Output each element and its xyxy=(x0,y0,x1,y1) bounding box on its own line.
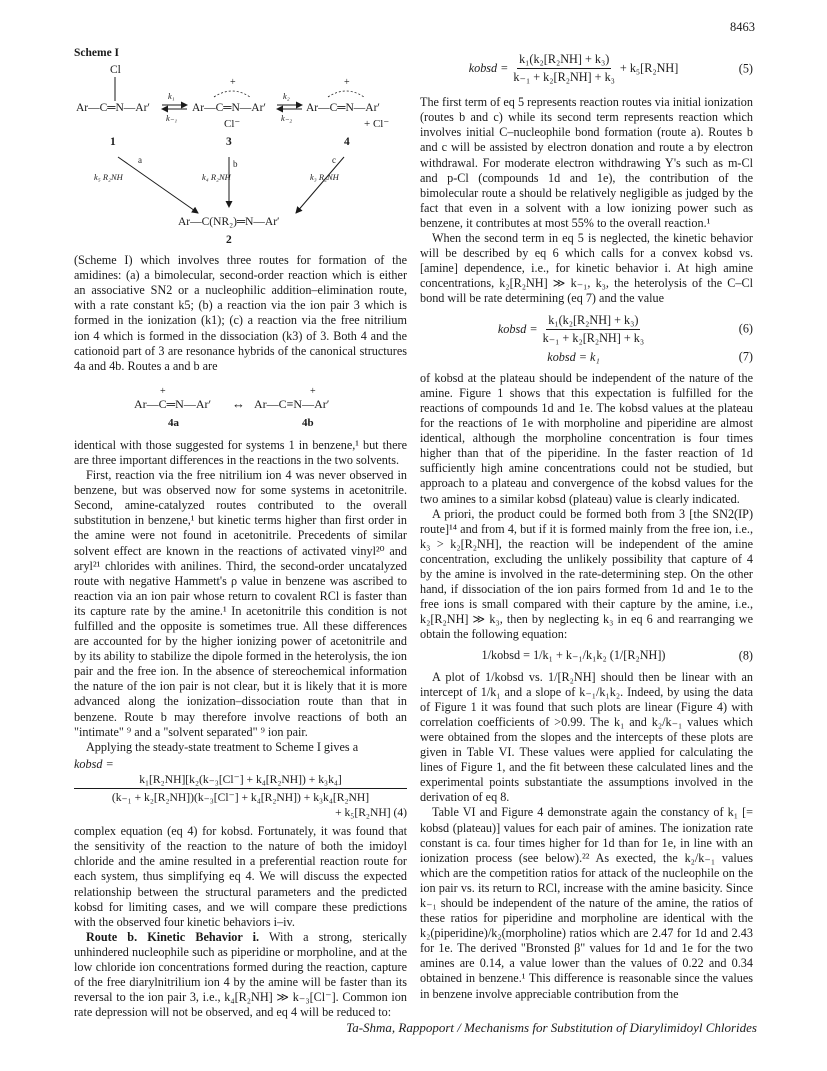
right-paragraph-6: Table VI and Figure 4 demonstrate again the constancy of k₁ [= kobsd (plateau)] values for each pair of amines. The ionization rate constant is ca. four times higher for 1d than for 1e, in line with an ionization process (see below).²² As exected, the k₂/k₋₁ values which are the competition ratios for attack of the nucleophile on the ion pair vs. its return to RCl, increase with the amine basicity. Since k₋₁ should be independent of the nature of the amine, the ratios of these ratios for piperidine and morpholine are identical with the k₂(piperidine)/k₂(morpholine) ratios which are 2.47 for 1d and 2.43 for 1e. The derived "Bronsted β" values for 1d and 1e for the two amines are 0.14, a value lower than the values of 0.22 and 0.34 obtained in benzene.¹ This difference is reasonable since the values in benzene involve appreciable contribution from the xyxy=(420,805,753,1001)
equation-4 xyxy=(74,757,407,820)
left-column xyxy=(74,46,407,1020)
k-minus2-label: k₋₂ xyxy=(281,113,293,124)
eq5-tail: + k₅[R₂NH] xyxy=(619,61,679,76)
eq7-number: (7) xyxy=(738,349,753,364)
k2-scheme-label: k₂ xyxy=(283,91,290,102)
delocal-arc-3 xyxy=(214,91,250,97)
structure-1: Ar—C═N—Ar′ xyxy=(76,102,150,115)
right-paragraph-1: The first term of eq 5 represents reaction routes via initial ionization (routes b and c) while its second term represents reaction which involves initial C–nucleophile bond formation (route a). Routes b and c will be assisted by electron donation and route a by electron withdrawal. For moderate electron withdrawing Y's such as m-Cl and p-Cl (compounds 1d and 1e), the contribution of the bimolecular route a should be relatively negligible as judged by the fact that even in a solvent with a low ionizing power such as benzene, it contributes at most 55% to the overall reaction.¹ xyxy=(420,95,753,230)
label-1: 1 xyxy=(110,136,116,149)
eq8-number: (8) xyxy=(738,648,753,663)
running-footer: Ta-Shma, Rappoport / Mechanisms for Substitution of Diarylimidoyl Chlorides xyxy=(346,1020,757,1035)
right-column xyxy=(420,46,753,1002)
scheme-title: Scheme I xyxy=(74,47,120,59)
resonance-plus-a: + xyxy=(160,385,166,397)
eq4-denominator: (k₋₁ + k₂[R₂NH])(k₋₃[Cl⁻] + k₄[R₂NH]) + k₃k₄[R₂NH] xyxy=(111,791,370,804)
eq5-number: (5) xyxy=(738,61,753,76)
resonance-plus-b: + xyxy=(310,385,316,397)
equation-7 xyxy=(420,350,753,365)
equation-5 xyxy=(420,52,753,85)
right-paragraph-5: A plot of 1/kobsd vs. 1/[R₂NH] should then be linear with an intercept of 1/k₁ and a slope of k₋₁/k₁k₂. Indeed, by using the data of Figure 1 it was found that such plots are linear (Figure 4) with correlation coefficients of >0.99. The k₁ and k₂/k₋₁ values which were obtained from the slopes and the intercepts of these plots are given in Table VI. These values were applied for calculating the lines of Figure 1, and the fit between these calculated lines and the experimental points substantiate the assumptions involved in the derivation of eq 8. xyxy=(420,669,753,805)
route-b-label: b xyxy=(233,159,238,170)
label-4b: 4b xyxy=(302,416,314,429)
equation-8 xyxy=(420,648,753,663)
resonance-4b: Ar—C≡N—Ar′ xyxy=(254,396,330,411)
label-4a: 4a xyxy=(168,416,179,429)
eq4-tail: + k₅[R₂NH] (4) xyxy=(335,806,407,820)
eq6-fraction xyxy=(541,313,647,346)
k-minus1-label: k₋₁ xyxy=(166,113,178,124)
resonance-structures xyxy=(74,382,407,430)
route-b-heading: Route b. Kinetic Behavior i. xyxy=(86,929,260,944)
route-b-text: With a strong, sterically unhindered nucleophile such as piperidine or morpholine, and at the low chloride ion concentrations formed during the reaction, capture of the free diarylnitrilium ion 4 by the amine will be faster than its reversal to the ion pair 3, i.e., k₄[R₂NH] ≫ k₋₃[Cl⁻]. Common ion rate depression will not be observed, and eq 4 will be reduced to: xyxy=(74,929,407,1020)
resonance-4a: Ar—C═N—Ar′ xyxy=(134,396,212,411)
resonance-arrow: ↔ xyxy=(232,395,245,411)
eq6-lhs: kobsd = xyxy=(497,321,538,336)
label-4: 4 xyxy=(344,136,350,149)
right-paragraph-3: of kobsd at the plateau should be independent of the nature of the amine. Figure 1 shows that this expectation is fulfilled for the reactions of compounds 1d and 1e. The kobsd values at the plateau for the reactions of 1e with morpholine and piperidine are almost identical, although the morpholine concentration is four times higher than that of the piperidine. In the faster reaction of 1d sufficiently high amine concentrations could not be studied, but approach to a plateau and convergence of the kobsd values for the two amines to a similar kobsd (plateau) value is clearly indicated. xyxy=(420,370,753,506)
structure-3-anion: Cl⁻ xyxy=(224,118,241,131)
eq6-denominator: k₋₁ + k₂[R₂NH] + k₃ xyxy=(542,330,645,345)
route-a-label: a xyxy=(138,155,142,166)
plus-4: + xyxy=(344,77,350,89)
scheme-cl-top: Cl xyxy=(110,64,121,77)
plus-3: + xyxy=(230,77,236,89)
route-c-reagent: k₃ R₂NH xyxy=(310,172,339,183)
route-a-reagent: k₅ R₂NH xyxy=(94,172,123,183)
scheme-diagram xyxy=(74,63,407,253)
structure-4: Ar—C═N—Ar′ xyxy=(306,102,380,115)
eq6-numerator: k₁(k₂[R₂NH] + k₃) xyxy=(546,313,640,330)
left-paragraph-1: (Scheme I) which involves three routes for formation of the amidines: (a) a bimolecular, second-order reaction which is either an associative SN2 or a nucleophilic addition–elimination route, with a rate constant k5; (b) a reaction via the ion pair 3 which is formed in the ionization (k1); (c) a reaction via the free nitrilium ion 4 which is formed in the dissociation (k3) of 3. Both 4 and the cationoid part of 3 are resonance hybrids of the canonical structures 4a and 4b. Routes a and b are xyxy=(74,253,407,373)
eq8-body: 1/kobsd = 1/k₁ + k₋₁/k₁k₂ (1/[R₂NH]) xyxy=(481,648,666,663)
product-2: Ar—C(NR₂)═N—Ar′ xyxy=(178,216,280,229)
eq4-lhs: kobsd = xyxy=(74,756,114,771)
left-paragraph-2: identical with those suggested for systems 1 in benzene,¹ but there are three important differences in the reactions in the two solvents. xyxy=(74,437,407,467)
structure-3: Ar—C═N—Ar′ xyxy=(192,102,266,115)
right-paragraph-4: A priori, the product could be formed both from 3 [the SN2(IP) route]¹⁴ and from 4, but if it is formed mainly from the free ion, i.e., k₃ > k₂[R₂NH], the reaction will be independent of the amine concentration, excluding the unlikely possibility that capture of 4 by the amine is involved in the rate-determining step. On the other hand, if dissociation of the ion pairs formed from 1d and 1e to the free ions is small compared with their capture by the amine, i.e., k₂[R₂NH] ≫ k₃, then by neglecting k₃ in eq 6 and rearranging we obtain the following equation: xyxy=(420,506,753,642)
eq4-numerator: k₁[R₂NH][k₂(k₋₃[Cl⁻] + k₄[R₂NH]) + k₃k₄] xyxy=(74,772,407,789)
label-3: 3 xyxy=(226,136,232,149)
left-paragraph-5: complex equation (eq 4) for kobsd. Fortunately, it was found that the sensitivity of the reaction to the nature of both the imidoyl chloride and the amine resulted in a preferential reaction route for each system, thus simplifying eq 4. We will discuss the expected relationship between the structural parameters and the predicted kobsd for limiting cases, and we will compare these predictions with the observed four kinetic behaviors i–iv. xyxy=(74,824,407,929)
eq5-lhs: kobsd = xyxy=(468,61,509,76)
delocal-arc-4 xyxy=(328,91,364,97)
eq5-denominator: k₋₁ + k₂[R₂NH] + k₃ xyxy=(513,70,615,85)
route-c-arrow xyxy=(296,157,344,213)
left-paragraph-4: Applying the steady-state treatment to Scheme I gives a xyxy=(86,739,359,754)
left-paragraph-3: First, reaction via the free nitrilium ion 4 was never observed in benzene, but was observed now for some systems in acetonitrile. Second, amine-catalyzed routes contributed to the overall substitution in benzene,¹ but kinetic terms higher than first order in the amine were not found in acetonitrile. Precedents of similar solvent effect are known in the reactions of activated vinyl²⁰ and aryl²¹ chlorides with anilines. Third, the second-order uncatalyzed route with negative Hammett's ρ value in benzene was ascribed to reaction via an ion pair whose return to covalent RCl is faster than its capture rate by the amine.¹ In acetonitrile this condition is not fulfilled and the opposite is sometimes true. All these differences are accounted for by the higher ionizing power of acetonitrile and by its ability to stabilize the dipole formed in the heterolysis, the ion pair and the free ion. In the absence of stereochemical information the nature of the ion pair is not clear, but it is likely that it is more advanced along the ionization–dissociation route than that in benzene. Route b may therefore involve reactions of both an "intimate" ⁹ and a "solvent separated" ⁹ ion pair. xyxy=(74,468,407,739)
left-paragraph-6 xyxy=(74,930,407,1021)
right-paragraph-2: When the second term in eq 5 is neglected, the kinetic behavior will be described by eq 6 which calls for a convex kobsd vs. [amine] dependence, i.e., for kinetic behavior i. At high amine concentrations, k₂[R₂NH] ≫ k₋₁, k₃, the heterolysis of the C–Cl bond will be rate determining (eq 7) and the value xyxy=(420,231,753,306)
page-number: 8463 xyxy=(730,20,755,34)
equation-6 xyxy=(420,313,753,346)
route-b-reagent: k₄ R₂NH xyxy=(202,172,231,183)
route-c-label: c xyxy=(332,155,336,166)
eq5-numerator: k₁(k₂[R₂NH] + k₃) xyxy=(517,52,611,69)
eq7-body: kobsd = k₁ xyxy=(547,349,600,364)
label-2: 2 xyxy=(226,234,232,247)
eq5-fraction xyxy=(511,52,617,85)
structure-4-anion: + Cl⁻ xyxy=(364,118,390,131)
route-a-arrow xyxy=(118,157,198,213)
eq6-number: (6) xyxy=(738,321,753,336)
k1-label: k₁ xyxy=(168,91,175,102)
